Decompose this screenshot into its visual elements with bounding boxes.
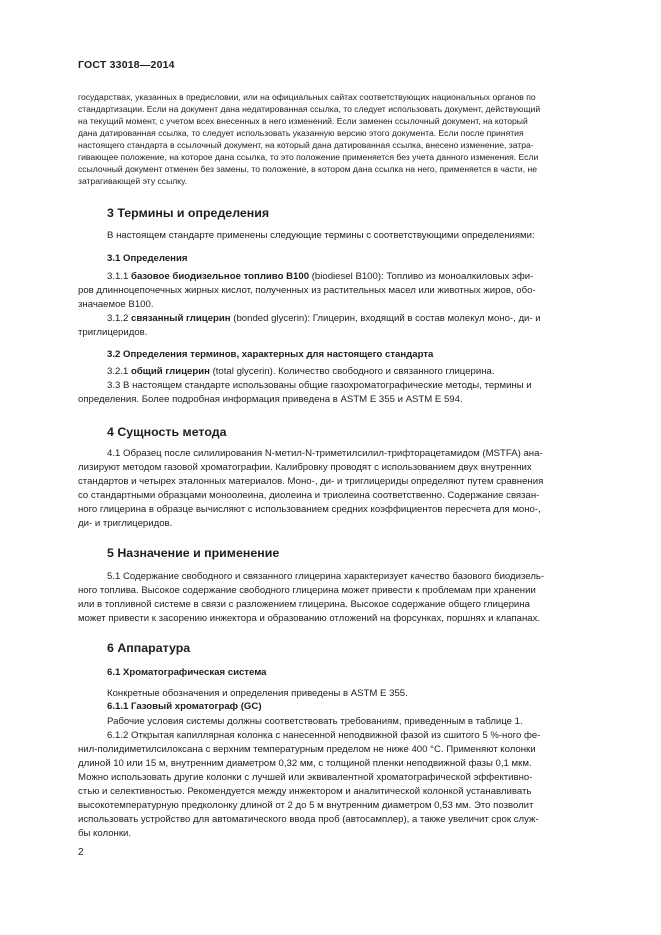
intro-line: дана датированная ссылка, то следует использовать указанную версию этого документа. Если после принятия <box>78 128 524 138</box>
term-number: 3.1.1 <box>107 271 132 282</box>
intro-line: гивающее положение, на которое дана ссылка, то это положение применяется без учета данного изменения. Если <box>78 152 539 162</box>
page-number: 2 <box>78 847 84 858</box>
subsection-3-1-heading: 3.1 Определения <box>107 253 188 264</box>
document-header: ГОСТ 33018—2014 <box>78 59 175 71</box>
term-name: базовое биодизельное топливо В100 <box>131 271 310 282</box>
term-3-1-2 <box>107 313 541 324</box>
paragraph-6-1: Конкретные обозначения и определения приведены в ASTM E 355. <box>107 688 408 699</box>
term-3-1-2-line: триглицеридов. <box>78 327 148 338</box>
section-5-line: ного топлива. Высокое содержание свободного глицерина может привести к проблемам при хранении <box>78 585 536 596</box>
section-5-line: или в топливной системе в связи с разложением глицерина. Высокое содержание общего глицерина <box>78 599 530 610</box>
term-definition: (biodiesel B100): Топливо из моноалкиловых эфи- <box>309 271 534 282</box>
section-5-line: 5.1 Содержание свободного и связанного глицерина характеризует качество базового биодизель- <box>107 571 545 582</box>
intro-line: на текущий момент, с учетом всех внесенных в него изменений. Если заменен ссылочный документ, на который <box>78 116 528 126</box>
term-definition: (total glycerin). Количество свободного и связанного глицерина. <box>209 366 495 377</box>
section-4-line: стандартов и четырех эталонных материалов. Моно-, ди- и триглицериды определяют путем сравнения <box>78 476 544 487</box>
paragraph-6-1-2-line: 6.1.2 Открытая капиллярная колонка с нанесенной неподвижной фазой из сшитого 5 %-ного фе- <box>107 730 541 741</box>
term-3-1-1 <box>107 271 533 282</box>
term-number: 3.1.2 <box>107 313 132 324</box>
section-4-line: со стандартными образцами моноолеина, диолеина и триолеина соответственно. Содержание связан- <box>78 490 540 501</box>
term-3-1-1-line: ров длинноцепочечных жирных кислот, полученных из растительных масел или животных жиров, обо- <box>78 285 536 296</box>
paragraph-6-1-2-line: высокотемпературную предколонку длиной от 2 до 5 м внутренним диаметром 0,53 мм. Это позволит <box>78 800 534 811</box>
subsection-6-1-heading: 6.1 Хроматографическая система <box>107 667 267 678</box>
section-3-heading: 3 Термины и определения <box>107 206 270 220</box>
term-3-2-1 <box>107 366 495 377</box>
intro-line: затрагивающей эту ссылку. <box>78 176 187 186</box>
section-4-line: 4.1 Образец после силилирования N-метил-N-триметилсилил-трифторацетамидом (MSTFA) ана- <box>107 448 543 459</box>
paragraph-6-1-2-line: Можно использовать другие колонки с лучшей или эквивалентной хроматографической эффективно- <box>78 772 533 783</box>
paragraph-6-1-1: Рабочие условия системы должны соответствовать требованиям, приведенным в таблице 1. <box>107 716 523 727</box>
paragraph-6-1-2-line: стью и селективностью. Рекомендуется между инжектором и аналитической колонкой устанавливать <box>78 786 532 797</box>
paragraph-3-3-line: определения. Более подробная информация приведена в ASTM E 355 и ASTM E 594. <box>78 394 463 405</box>
paragraph-6-1-2-line: использовать устройство для автоматического ввода проб (автосамплер), а также увеличит срок служ- <box>78 814 539 825</box>
intro-line: стандартизации. Если на документ дана недатированная ссылка, то следует использовать документ, действующий <box>78 104 541 114</box>
term-number: 3.2.1 <box>107 366 132 377</box>
subsection-3-2-heading: 3.2 Определения терминов, характерных для настоящего стандарта <box>107 349 434 360</box>
paragraph-6-1-2-line: нил-полидиметилсилоксана с верхним температурным пределом не ниже 400 °С. Применяют колонки <box>78 744 536 755</box>
paragraph-6-1-2-line: длиной 10 или 15 м, внутренним диаметром 0,32 мм, с толщиной пленки неподвижной фазы 0,1 мкм. <box>78 758 532 769</box>
intro-line: настоящего стандарта в ссылочный документ, на который дана датированная ссылка, внесено изменение, затра- <box>78 140 534 150</box>
section-3-intro: В настоящем стандарте применены следующие термины с соответствующими определениями: <box>107 230 535 241</box>
subsection-6-1-1-heading: 6.1.1 Газовый хроматограф (GC) <box>107 701 262 712</box>
section-4-line: ди- и триглицеридов. <box>78 518 173 529</box>
section-4-line: ного глицерина в образце вычисляют с использованием средних коэффициентов пересчета для моно-, <box>78 504 541 515</box>
section-5-heading: 5 Назначение и применение <box>107 546 280 560</box>
section-5-line: может привести к засорению инжектора и образованию отложений на форсунках, поршнях и клапанах. <box>78 613 541 624</box>
section-6-heading: 6 Аппаратура <box>107 641 191 655</box>
section-4-line: лизируют методом газовой хроматографии. Калибровку проводят с использованием двух внутренних <box>78 462 532 473</box>
section-4-heading: 4 Сущность метода <box>107 425 227 439</box>
paragraph-6-1-2-line: бы колонки. <box>78 828 132 839</box>
paragraph-3-3: 3.3 В настоящем стандарте использованы общие газохроматографические методы, термины и <box>107 380 532 391</box>
intro-line: ссылочный документ отменен без замены, то положение, в котором дана ссылка на него, применяется в части, не <box>78 164 538 174</box>
term-definition: (bonded glycerin): Глицерин, входящий в состав молекул моно-, ди- и <box>230 313 541 324</box>
term-3-1-1-line: значаемое В100. <box>78 299 154 310</box>
term-name: связанный глицерин <box>131 313 231 324</box>
term-name: общий глицерин <box>131 366 210 377</box>
intro-line: государствах, указанных в предисловии, или на официальных сайтах соответствующих национальных органов по <box>78 92 536 102</box>
